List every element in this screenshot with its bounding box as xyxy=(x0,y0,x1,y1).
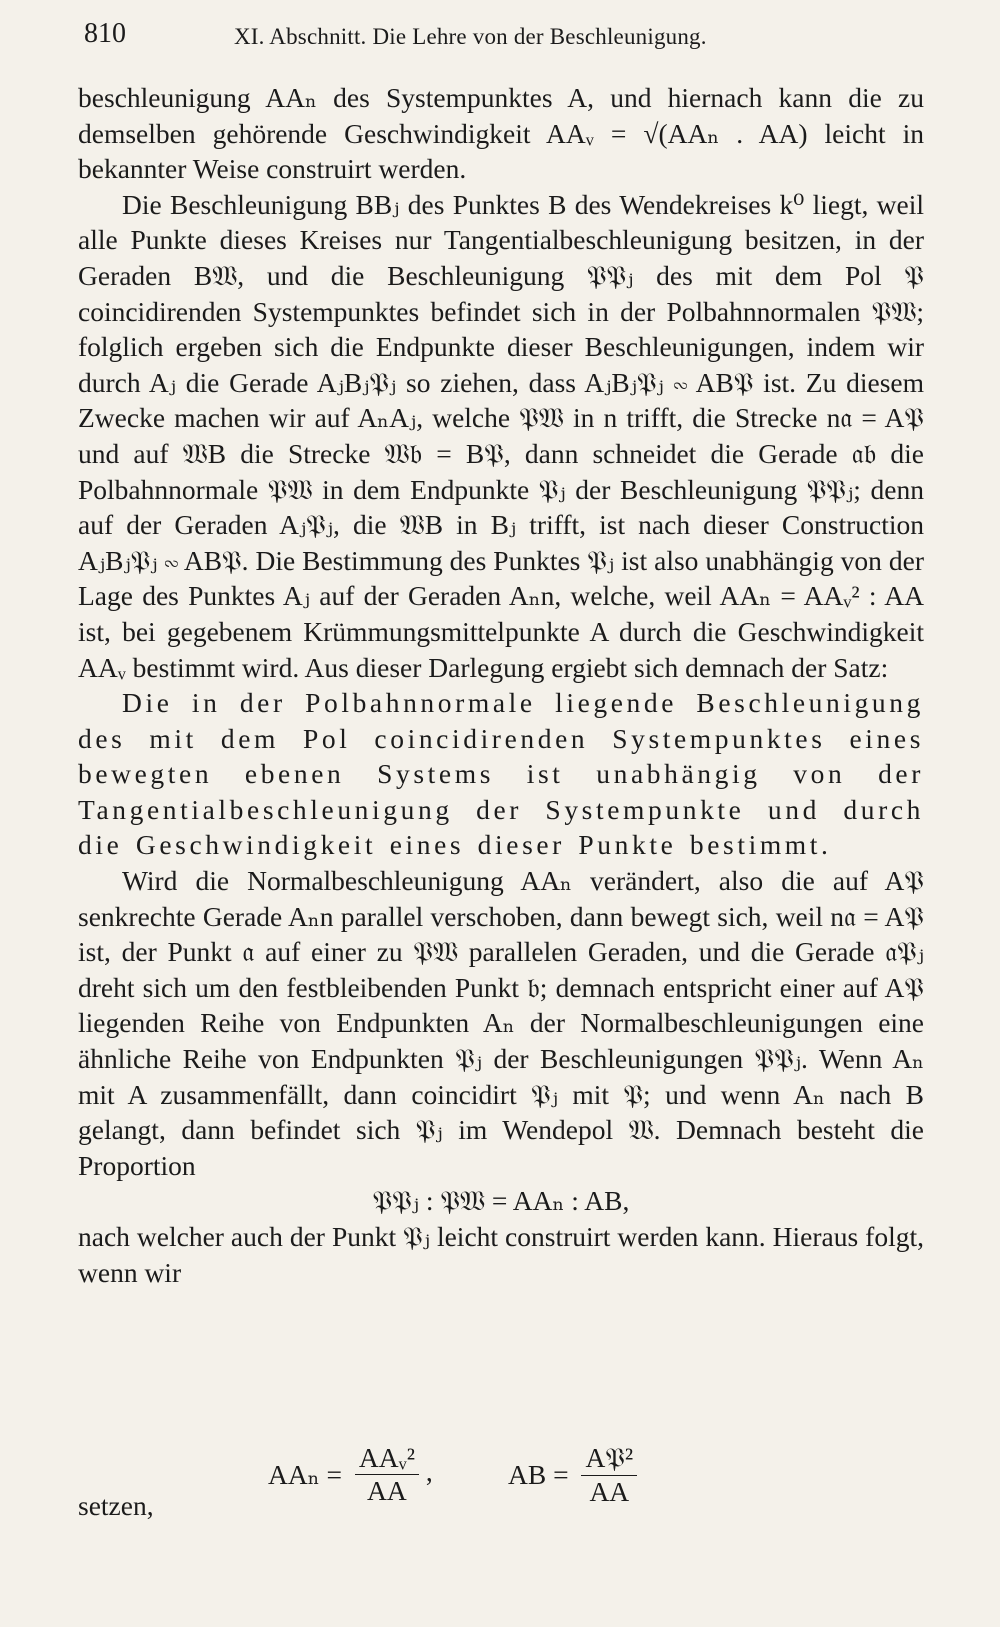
formula-ab xyxy=(508,1442,637,1508)
running-title: XI. Abschnitt. Die Lehre von der Beschleunigung. xyxy=(234,24,707,49)
proportion-equation: 𝔓𝔓ⱼ : 𝔓𝔚 = AAₙ : AB, xyxy=(372,1185,630,1217)
paragraph-normal-acceleration: Wird die Normalbeschleunigung AAₙ verändert, also die auf A𝔓 senkrechte Gerade Aₙn parallel verschoben, dann bewegt sich, weil n𝔞 = A𝔓 ist, der Punkt 𝔞 auf einer zu 𝔓𝔚 parallelen Geraden, und die Gerade 𝔞𝔓ⱼ dreht sich um den festbleibenden Punkt 𝔟; demnach entspricht einer auf A𝔓 liegenden Reihe von Endpunkten Aₙ der Normalbeschleunigungen eine ähnliche Reihe von Endpunkten 𝔓ⱼ der Beschleunigungen 𝔓𝔓ⱼ. Wenn Aₙ mit A zusammenfällt, dann coincidirt 𝔓ⱼ mit 𝔓; und wenn Aₙ nach B gelangt, dann befindet sich 𝔓ⱼ im Wendepol 𝔚. Demnach besteht die Proportion xyxy=(78,865,924,1181)
page-number: 810 xyxy=(84,18,126,49)
formula-aan-lhs: AAₙ = xyxy=(268,1458,343,1490)
fraction-ab xyxy=(581,1442,637,1508)
paragraph-continuation: beschleunigung AAₙ des Systempunktes A, und hiernach kann die zu demselben gehörende Geschwindigkeit AAᵥ = √(AAₙ . AA) leicht in bekannter Weise construirt werden. xyxy=(78,82,924,185)
formula-block xyxy=(78,1420,924,1540)
theorem-statement: Die in der Polbahnnormale liegende Beschleunigung des mit dem Pol coincidirenden Systempunktes eines bewegten ebenen Systems ist unabhängig von der Tangentialbeschleunigung der Systempunkte und durch die Geschwindigkeit eines dieser Punkte bestimmt. xyxy=(78,687,924,861)
body-text xyxy=(78,80,924,1290)
fraction-ab-numerator: A𝔓² xyxy=(581,1442,637,1476)
fraction-aan-denominator: AA xyxy=(367,1475,407,1506)
formula-separator: , xyxy=(425,1455,433,1487)
paragraph-conclusion: nach welcher auch der Punkt 𝔓ⱼ leicht construirt werden kann. Hieraus folgt, wenn wir xyxy=(78,1221,924,1288)
fraction-aan xyxy=(355,1442,419,1507)
page-header xyxy=(84,16,904,56)
formula-aan xyxy=(268,1442,433,1507)
fraction-ab-denominator: AA xyxy=(589,1476,630,1507)
fraction-aan-numerator: AAᵥ² xyxy=(355,1442,419,1475)
word-setzen: setzen, xyxy=(78,1490,154,1521)
formula-ab-lhs: AB = xyxy=(508,1459,569,1490)
paragraph-construction: Die Beschleunigung BBⱼ des Punktes B des Wendekreises k⁰ liegt, weil alle Punkte dieses Kreises nur Tangentialbeschleunigung besitzen, in der Geraden B𝔚, und die Beschleunigung 𝔓𝔓ⱼ des mit dem Pol 𝔓 coincidirenden Systempunktes befindet sich in der Polbahnnormalen 𝔓𝔚; folglich ergeben sich die Endpunkte dieser Beschleunigungen, indem wir durch Aⱼ die Gerade AⱼBⱼ𝔓ⱼ so ziehen, dass AⱼBⱼ𝔓ⱼ ∾ AB𝔓 ist. Zu diesem Zwecke machen wir auf AₙAⱼ, welche 𝔓𝔚 in n trifft, die Strecke n𝔞 = A𝔓 und auf 𝔚B die Strecke 𝔚𝔟 = B𝔓, dann schneidet die Gerade 𝔞𝔟 die Polbahnnormale 𝔓𝔚 in dem Endpunkte 𝔓ⱼ der Beschleunigung 𝔓𝔓ⱼ; denn auf der Geraden Aⱼ𝔓ⱼ, die 𝔚B in Bⱼ trifft, ist nach dieser Construction AⱼBⱼ𝔓ⱼ ∾ AB𝔓. Die Bestimmung des Punktes 𝔓ⱼ ist also unabhängig von der Lage des Punktes Aⱼ auf der Geraden Aₙn, welche, weil AAₙ = AAᵥ² : AA ist, bei gegebenem Krümmungsmittelpunkte A durch die Geschwindigkeit AAᵥ bestimmt wird. Aus dieser Darlegung ergiebt sich demnach der Satz: xyxy=(78,188,924,683)
